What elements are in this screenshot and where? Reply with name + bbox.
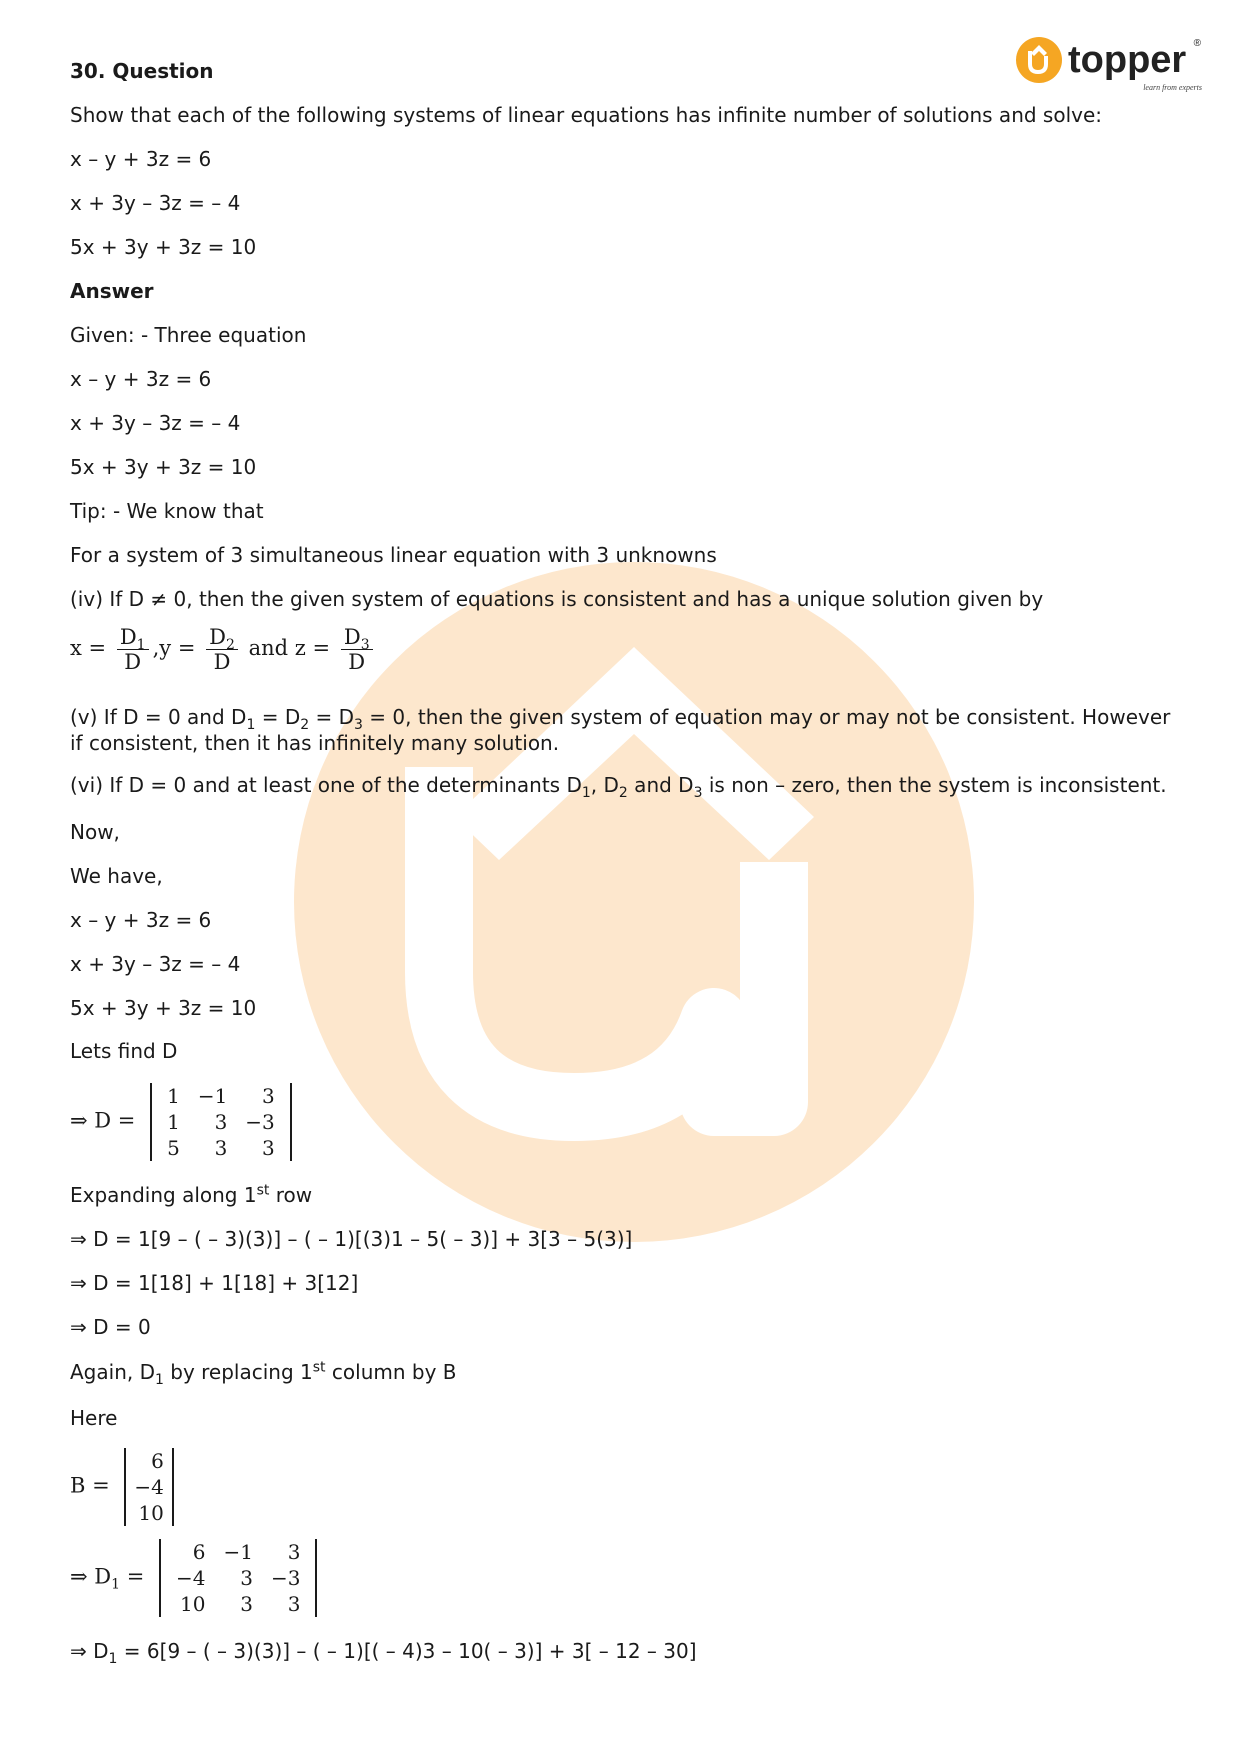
again-line: Again, $D_1$ by replacing 1st column by B bbox=[70, 1359, 457, 1388]
system-equation-1: x – y + 3z = 6 bbox=[70, 908, 212, 932]
now-line: Now, bbox=[70, 820, 120, 844]
equation-1: x – y + 3z = 6 bbox=[70, 147, 212, 171]
system-equation-3: 5x + 3y + 3z = 10 bbox=[70, 996, 257, 1020]
question-text: Show that each of the following systems of linear equations has infinite number of solutions and solve: bbox=[70, 103, 1103, 127]
d-step-1: ⇒ D = 1[9 – ( – 3)(3)] – ( – 1)[(3)1 – 5( – 3)] + 3[3 – 5(3)] bbox=[70, 1227, 633, 1251]
determinant-d1: ⇒ $D_1$ = 6 −1 3 −4 3 −3 10 3 3 bbox=[70, 1539, 317, 1617]
registered-mark: ® bbox=[1193, 38, 1201, 49]
matrix-b: B = 6 −4 10 bbox=[70, 1448, 174, 1526]
given-line: Given: - Three equation bbox=[70, 323, 307, 347]
rule-v: (v) If D = 0 and $D_1 = D_2 = D_3 = 0$, then the given system of equation may or may not be consistent. However if consistent, then it has infinitely many solution. bbox=[70, 705, 1171, 755]
equation-2: x + 3y – 3z = – 4 bbox=[70, 191, 241, 215]
d-step-2: ⇒ D = 1[18] + 1[18] + 3[12] bbox=[70, 1271, 359, 1295]
brand-tagline: learn from experts bbox=[1143, 83, 1202, 92]
determinant-d: ⇒ D = 1 −1 3 1 3 −3 5 3 3 bbox=[70, 1083, 292, 1161]
watermark-logo bbox=[294, 562, 974, 1242]
given-equation-1: x – y + 3z = 6 bbox=[70, 367, 212, 391]
rule-iv: (iv) If D ≠ 0, then the given system of equations is consistent and has a unique solution given by bbox=[70, 587, 1044, 611]
brand-name: topper bbox=[1068, 39, 1187, 81]
here-line: Here bbox=[70, 1406, 118, 1430]
d-step-3: ⇒ D = 0 bbox=[70, 1315, 151, 1339]
d1-step-1: ⇒ $D_1 = 6[9$ – ( – 3)(3)] – ( – 1)[( – 4)3 – 10( – 3)] + 3[ – 12 – 30] bbox=[70, 1639, 697, 1667]
lets-find-d: Lets find D bbox=[70, 1039, 178, 1063]
given-equation-3: 5x + 3y + 3z = 10 bbox=[70, 455, 257, 479]
equation-3: 5x + 3y + 3z = 10 bbox=[70, 235, 257, 259]
rule-vi: (vi) If D = 0 and at least one of the determinants $D_1$, $D_2$ and $D_3$ is non – zero, then the system is inconsistent. bbox=[70, 773, 1167, 801]
we-have-line: We have, bbox=[70, 864, 163, 888]
question-heading: 30. Question bbox=[70, 59, 214, 83]
given-equation-2: x + 3y – 3z = – 4 bbox=[70, 411, 241, 435]
cramer-formula: x = $\frac{D_1}{D}$ ,y = $\frac{D_2}{D}$ and z = $\frac{D_3}{D}$ bbox=[70, 625, 377, 674]
expanding-line: Expanding along 1st row bbox=[70, 1182, 313, 1207]
topper-logo bbox=[1016, 34, 1206, 96]
system-intro: For a system of 3 simultaneous linear equation with 3 unknowns bbox=[70, 543, 717, 567]
answer-heading: Answer bbox=[70, 279, 154, 303]
tip-line: Tip: - We know that bbox=[70, 499, 264, 523]
system-equation-2: x + 3y – 3z = – 4 bbox=[70, 952, 241, 976]
